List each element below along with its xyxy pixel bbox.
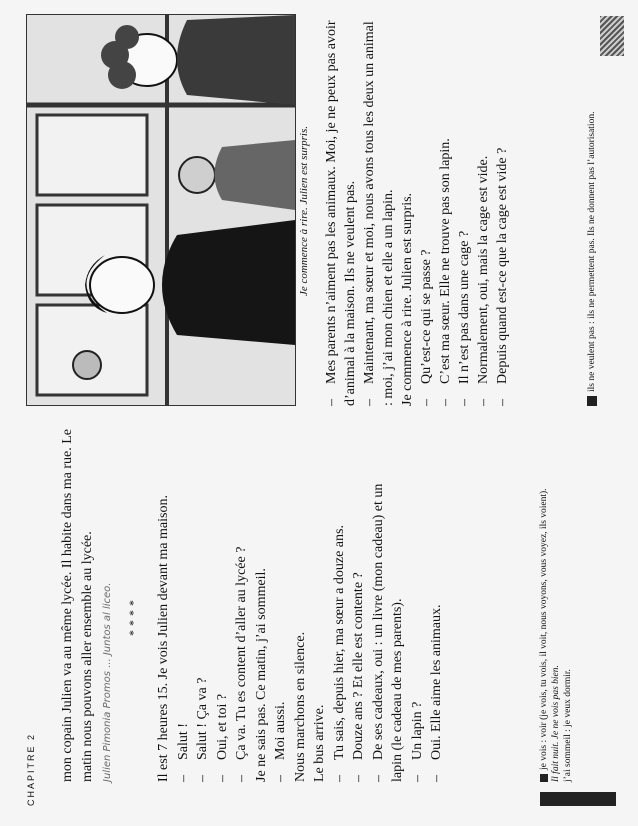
dialog-line: Nous marchons en silence. — [292, 631, 308, 782]
dialog-line: – Oui. Elle aime les animaux. — [427, 426, 447, 782]
dialog-left — [154, 426, 447, 782]
illustration-drawing — [27, 15, 295, 405]
dialog-line: lapin (le cadeau de mes parents). — [390, 598, 405, 782]
intro-paragraph — [58, 426, 118, 782]
bullet-icon — [587, 396, 597, 406]
dialog-line: Je commence à rire. Julien est surpris. — [400, 192, 415, 406]
dialog-line: Il est 7 heures 15. Je vois Julien devant ma maison. — [156, 495, 171, 782]
dialog-line: – Qu’est-ce qui se passe ? — [417, 16, 436, 406]
left-column — [26, 426, 616, 806]
vocab-note: je vois : voir (je vois, tu vois, il voit, nous voyons, vous voyez, ils voient). — [538, 426, 550, 782]
dialog-line: – Depuis quand est-ce que la cage est vide ? — [493, 16, 512, 406]
section-separator: **** — [126, 596, 140, 636]
dialog-line: – C’est ma sœur. Elle ne trouve pas son lapin. — [436, 16, 455, 406]
dialog-line: – Douze ans ? Et elle est contente ? — [349, 426, 369, 782]
dialog-line: – Tu sais, depuis hier, ma sœur a douze ans. — [330, 426, 350, 782]
vocab-note: j’ai sommeil : je veux dormir. — [563, 669, 573, 782]
vocab-notes — [538, 426, 574, 782]
illustration-caption: Je commence à rire. Julien est surpris. — [298, 125, 310, 297]
margin-strip — [540, 792, 616, 806]
dialog-line: – Oui, et toi ? — [213, 426, 233, 782]
dialog-line: – Maintenant, ma sœur et moi, nous avons tous les deux un animal : moi, j’ai mon chien et elle a un lapin. — [360, 16, 398, 406]
vocab-note: Il fait nuit. Je ne vois pas bien. — [551, 665, 561, 782]
dialog-line: – Salut ! Ça va ? — [193, 426, 213, 782]
page-corner-mark — [600, 16, 624, 56]
dialog-line: – Mes parents n’aiment pas les animaux. Moi, je ne peux pas avoir d’animal à la maison. Ils ne veulent pas. — [322, 16, 360, 406]
dialog-right — [322, 16, 512, 406]
dialog-line: – Ça va. Tu es content d’aller au lycée ? — [232, 426, 252, 782]
dialog-line: – Moi aussi. — [271, 426, 291, 782]
handwritten-note: Julien Pimonia Promos ... Juntos al liceo. — [102, 582, 113, 782]
dialog-line: – Un lapin ? — [408, 426, 428, 782]
intro-text: mon copain Julien va au même lycée. Il habite dans ma rue. Le matin nous pouvons aller ensemble au lycée. — [60, 429, 95, 782]
dialog-line: Le bus arrive. — [312, 704, 327, 782]
bus-illustration — [26, 14, 296, 406]
vocab-note-right: ils ne veulent pas : ils ne permettent pas. Ils ne donnent pas l’autorisation. — [586, 16, 598, 406]
bullet-icon — [540, 774, 548, 782]
dialog-line: – De ses cadeaux, oui : un livre (mon cadeau) et un — [369, 426, 389, 782]
dialog-line: – Normalement, oui, mais la cage est vide. — [474, 16, 493, 406]
dialog-line: Je ne sais pas. Ce matin, j’ai sommeil. — [253, 568, 269, 782]
dialog-line: – Salut ! — [174, 426, 194, 782]
dialog-line: – Il n’est pas dans une cage ? — [455, 16, 474, 406]
chapter-label: CHAPITRE 2 — [26, 732, 36, 806]
right-column — [26, 16, 616, 406]
